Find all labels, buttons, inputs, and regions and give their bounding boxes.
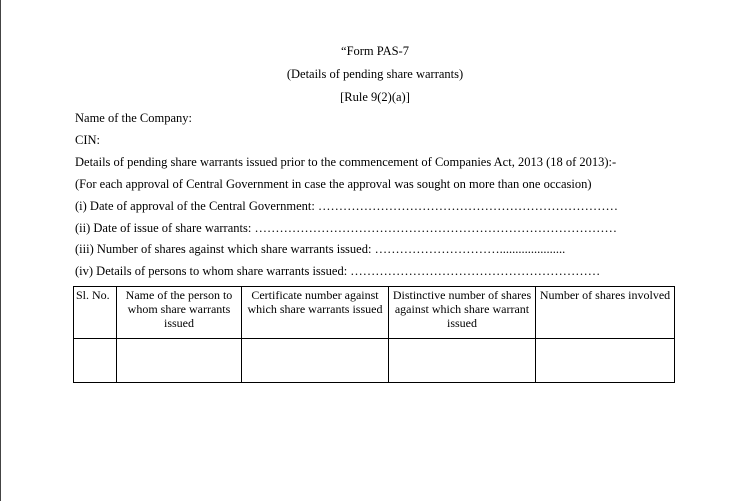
persons-details-field: (iv) Details of persons to whom share warrants issued: …………………………………………………… xyxy=(75,264,601,278)
form-subtitle: (Details of pending share warrants) xyxy=(286,67,464,81)
table-row xyxy=(74,339,675,383)
approval-date-field: (i) Date of approval of the Central Government: ……………………………………………………………… xyxy=(75,199,618,213)
details-heading: Details of pending share warrants issued prior to the commencement of Companies Act, 2013 (18 of 2013):- xyxy=(75,155,617,169)
cell-number-of-shares xyxy=(536,339,675,383)
cell-sl-no xyxy=(74,339,117,383)
form-title: “Form PAS-7 xyxy=(341,44,409,58)
approval-note: (For each approval of Central Government in case the approval was sought on more than one occasion) xyxy=(75,177,592,191)
form-rule: [Rule 9(2)(a)] xyxy=(340,90,410,104)
issue-date-field: (ii) Date of issue of share warrants: …………………………………………………………………………… xyxy=(75,221,617,235)
company-name-field: Name of the Company: xyxy=(75,111,192,125)
header-sl-no: Sl. No. xyxy=(74,287,117,339)
table-header-row xyxy=(74,287,675,339)
share-warrants-table xyxy=(73,286,675,383)
cin-field: CIN: xyxy=(75,133,100,147)
header-distinctive-number: Distinctive number of shares against which share warrant issued xyxy=(389,287,536,339)
cell-certificate-number xyxy=(242,339,389,383)
shares-number-field: (iii) Number of shares against which share warrants issued: …………………………..................... xyxy=(75,242,566,256)
page-left-border xyxy=(0,0,1,501)
cell-distinctive-number xyxy=(389,339,536,383)
form-page xyxy=(75,0,675,501)
header-person-name: Name of the person to whom share warrants issued xyxy=(117,287,242,339)
header-certificate-number: Certificate number against which share warrants issued xyxy=(242,287,389,339)
header-number-of-shares: Number of shares involved xyxy=(536,287,675,339)
cell-person-name xyxy=(117,339,242,383)
